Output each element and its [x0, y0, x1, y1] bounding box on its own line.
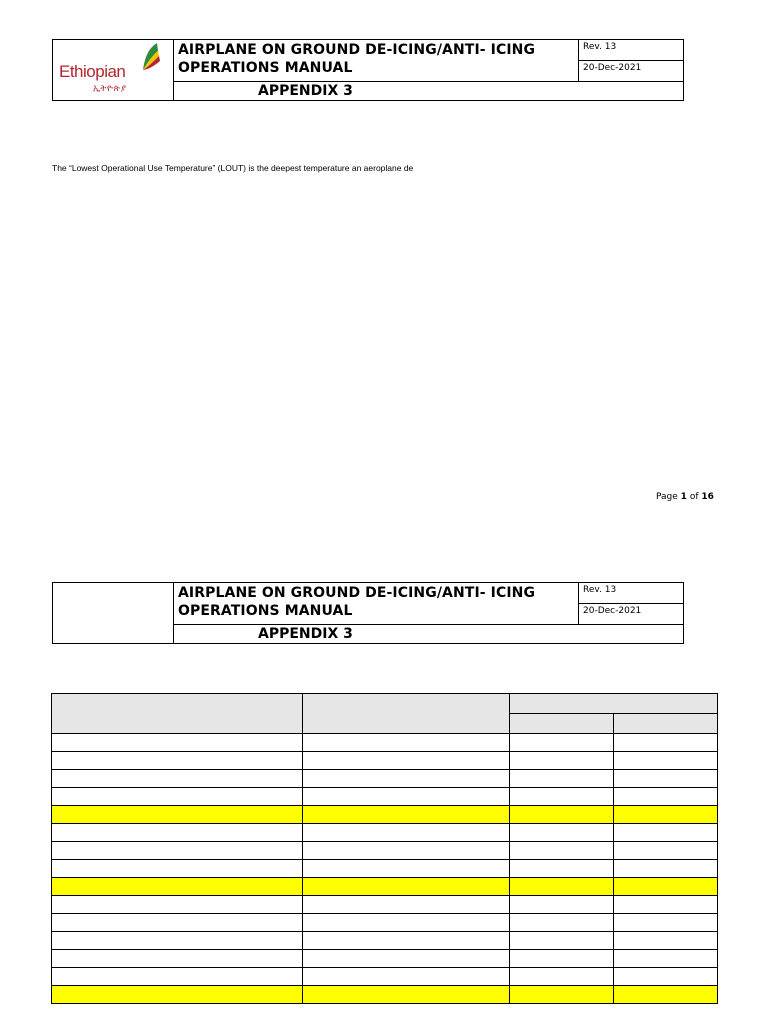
revision: Rev. 13 [579, 40, 684, 61]
table-cell [614, 878, 718, 896]
table-row [52, 842, 718, 860]
table-cell [614, 770, 718, 788]
table-cell [303, 968, 510, 986]
table-cell [510, 788, 614, 806]
table-cell [303, 824, 510, 842]
table-cell [510, 950, 614, 968]
manual-title-2 [174, 583, 579, 625]
logo-placeholder [53, 583, 174, 644]
table-cell [510, 752, 614, 770]
revision-date: 20-Dec-2021 [579, 61, 684, 82]
table-cell [52, 734, 303, 752]
table-row [52, 950, 718, 968]
table-cell [614, 842, 718, 860]
table-cell [52, 788, 303, 806]
table-row [52, 752, 718, 770]
table-cell [510, 842, 614, 860]
table-cell [614, 734, 718, 752]
table-cell [52, 806, 303, 824]
revision-date-2: 20-Dec-2021 [579, 604, 684, 625]
table-cell [303, 788, 510, 806]
table-cell [303, 752, 510, 770]
table-cell [52, 896, 303, 914]
table-cell [303, 734, 510, 752]
table-cell [303, 896, 510, 914]
table-cell [52, 842, 303, 860]
table-cell [614, 752, 718, 770]
page-prefix: Page [656, 492, 678, 502]
title-line-1: AIRPLANE ON GROUND DE-ICING/ANTI- ICING [178, 42, 536, 58]
table-cell [614, 896, 718, 914]
table-cell [303, 932, 510, 950]
logo [53, 40, 174, 101]
table-cell [52, 860, 303, 878]
table-cell [52, 914, 303, 932]
table-cell [52, 878, 303, 896]
table-cell [303, 860, 510, 878]
table-row [52, 806, 718, 824]
appendix-label-2: APPENDIX 3 [174, 625, 684, 644]
data-table [51, 693, 718, 1004]
table-row [52, 986, 718, 1004]
table-cell [614, 968, 718, 986]
table-cell [52, 950, 303, 968]
table-cell [303, 806, 510, 824]
table-cell [614, 986, 718, 1004]
page-number [656, 492, 714, 502]
table-header-cell [510, 694, 718, 714]
table-header-cell [614, 714, 718, 734]
table-cell [303, 878, 510, 896]
table-cell [510, 896, 614, 914]
body-paragraph: The “Lowest Operational Use Temperature” (LOUT) is the deepest temperature an aeroplane de [52, 162, 414, 173]
logo-subtext: ኢትዮጵያ [93, 83, 127, 93]
table-row [52, 932, 718, 950]
table-cell [614, 914, 718, 932]
table-cell [510, 878, 614, 896]
table-cell [510, 914, 614, 932]
page-of: of [689, 492, 699, 502]
page-current: 1 [680, 492, 687, 502]
document-header [52, 39, 684, 101]
table-cell [52, 824, 303, 842]
table-cell [510, 968, 614, 986]
table-cell [614, 806, 718, 824]
table-cell [303, 986, 510, 1004]
table-cell [52, 932, 303, 950]
table-row [52, 914, 718, 932]
table-cell [303, 842, 510, 860]
table-header-cell [510, 714, 614, 734]
table-cell [303, 914, 510, 932]
table-header-cell [303, 694, 510, 734]
table-row [52, 770, 718, 788]
table-row [52, 734, 718, 752]
page-total: 16 [701, 492, 714, 502]
appendix-label: APPENDIX 3 [174, 82, 684, 101]
table-cell [52, 986, 303, 1004]
table-row [52, 788, 718, 806]
table-cell [614, 932, 718, 950]
table-row [52, 824, 718, 842]
table-row [52, 860, 718, 878]
table-cell [614, 950, 718, 968]
table-cell [510, 734, 614, 752]
manual-title [174, 40, 579, 82]
table-cell [510, 806, 614, 824]
table-cell [614, 788, 718, 806]
table-row [52, 968, 718, 986]
title-line-2: OPERATIONS MANUAL [178, 60, 353, 76]
table-cell [52, 752, 303, 770]
title-line-2: OPERATIONS MANUAL [178, 603, 353, 619]
revision-2: Rev. 13 [579, 583, 684, 604]
table-cell [614, 860, 718, 878]
table-cell [303, 950, 510, 968]
table-header-row [52, 694, 718, 714]
table-cell [614, 824, 718, 842]
table-cell [303, 770, 510, 788]
table-row [52, 896, 718, 914]
document-header-page-2 [52, 582, 684, 644]
feather-icon [139, 42, 161, 78]
table-cell [510, 770, 614, 788]
table-cell [510, 986, 614, 1004]
table-cell [510, 932, 614, 950]
table-row [52, 878, 718, 896]
logo-text: Ethiopian [59, 62, 126, 81]
table-cell [510, 860, 614, 878]
title-line-1: AIRPLANE ON GROUND DE-ICING/ANTI- ICING [178, 585, 536, 601]
table-cell [52, 770, 303, 788]
table-cell [52, 968, 303, 986]
table-cell [510, 824, 614, 842]
table-header-cell [52, 694, 303, 734]
